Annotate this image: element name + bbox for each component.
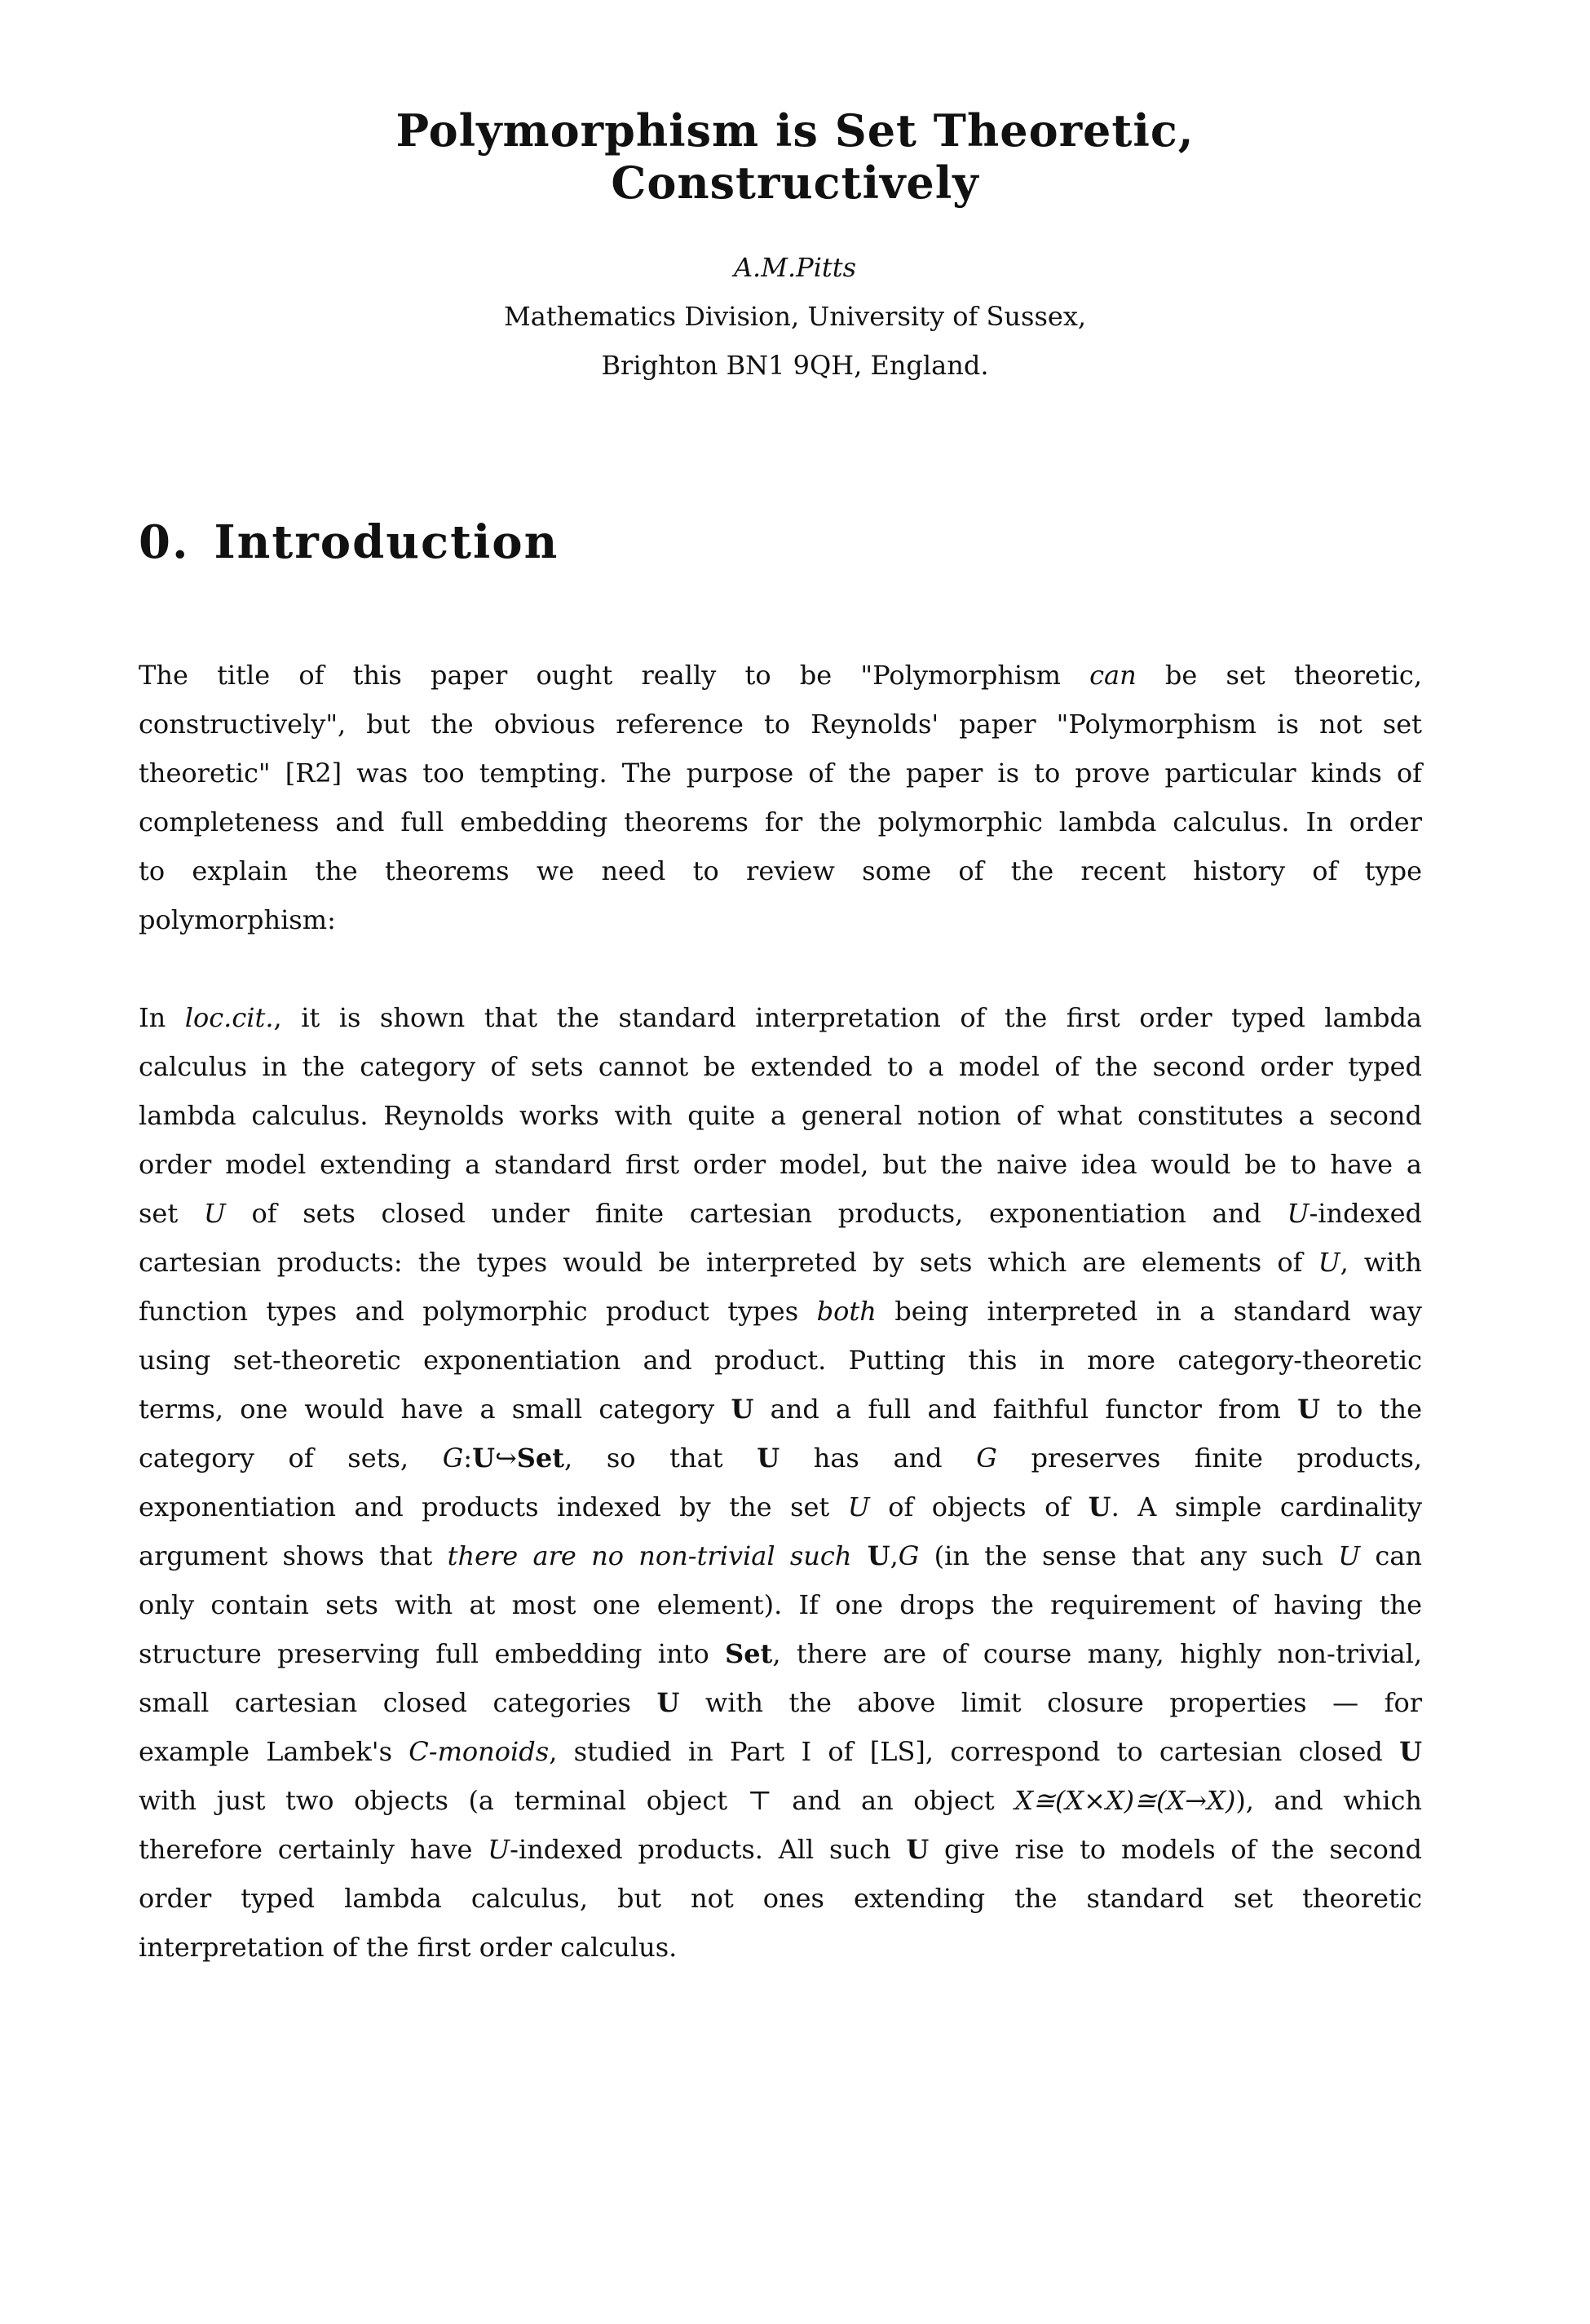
text-line: with just two objects (a terminal object ⊤ and an object X≅(X×X)≅(X→X)), and which <box>139 1785 1423 1816</box>
author-block <box>0 243 1590 390</box>
author-name: A.M.Pitts <box>733 252 857 283</box>
text-line: lambda calculus. Reynolds works with quite a general notion of what constitutes a second <box>139 1100 1422 1131</box>
text-line: terms, one would have a small category U and a full and faithful functor from U to the <box>139 1394 1423 1425</box>
text-line: set U of sets closed under finite cartesian products, exponentiation and U-indexed <box>139 1198 1423 1229</box>
text-line: exponentiation and products indexed by the set U of objects of U. A simple cardinality <box>139 1491 1423 1522</box>
text-line: structure preserving full embedding into Set, there are of course many, highly non-trivial, <box>139 1638 1423 1669</box>
title-line-2: Constructively <box>611 157 979 209</box>
text-line: small cartesian closed categories U with the above limit closure properties — for <box>139 1687 1423 1718</box>
text-line: In loc.cit., it is shown that the standard interpretation of the first order typed lambda <box>139 1002 1423 1033</box>
section-heading <box>139 515 559 569</box>
text-line: polymorphism: <box>139 904 336 935</box>
text-line: using set-theoretic exponentiation and product. Putting this in more category-theoretic <box>139 1345 1422 1376</box>
affiliation-line-2: Brighton BN1 9QH, England. <box>601 350 989 381</box>
text-line: cartesian products: the types would be interpreted by sets which are elements of U, with <box>139 1247 1423 1278</box>
text-line: to explain the theorems we need to review some of the recent history of type <box>139 855 1422 886</box>
text-line: order model extending a standard first order model, but the naive idea would be to have a <box>139 1149 1422 1180</box>
section-number: 0. <box>139 515 190 569</box>
text-line: The title of this paper ought really to be "Polymorphism can be set theoretic, <box>139 660 1423 691</box>
text-line: completeness and full embedding theorems for the polymorphic lambda calculus. In order <box>139 806 1422 837</box>
paper-title <box>0 104 1590 209</box>
text-line: therefore certainly have U-indexed products. All such U give rise to models of the second <box>139 1834 1423 1865</box>
text-line: constructively", but the obvious reference to Reynolds' paper "Polymorphism is not set <box>139 709 1422 740</box>
text-line: only contain sets with at most one element). If one drops the requirement of having the <box>139 1589 1422 1620</box>
paragraph-1 <box>139 651 1422 944</box>
title-line-1: Polymorphism is Set Theoretic, <box>395 104 1195 157</box>
text-line: theoretic" [R2] was too tempting. The purpose of the paper is to prove particular kinds of <box>139 758 1422 789</box>
section-title: Introduction <box>214 515 559 569</box>
text-line: function types and polymorphic product types both being interpreted in a standard way <box>139 1296 1423 1327</box>
paragraph-2 <box>139 993 1422 1972</box>
text-line: calculus in the category of sets cannot be extended to a model of the second order typed <box>139 1051 1422 1082</box>
affiliation-line-1: Mathematics Division, University of Sussex, <box>503 301 1087 332</box>
text-line: example Lambek's C-monoids, studied in Part I of [LS], correspond to cartesian closed U <box>139 1736 1423 1767</box>
text-line: argument shows that there are no non-trivial such U,G (in the sense that any such U can <box>139 1540 1423 1571</box>
text-line: category of sets, G:U↪Set, so that U has and G preserves finite products, <box>139 1443 1423 1473</box>
text-line: order typed lambda calculus, but not ones extending the standard set theoretic <box>139 1883 1422 1914</box>
text-line: interpretation of the first order calculus. <box>139 1932 678 1963</box>
